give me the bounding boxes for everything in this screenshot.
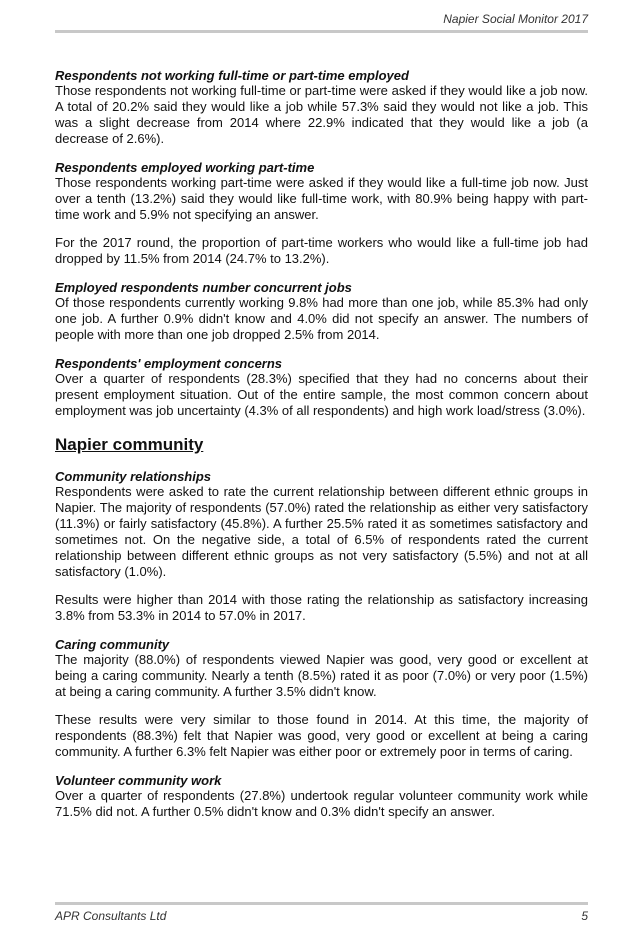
section-not-working — [55, 68, 588, 147]
section-paragraph: For the 2017 round, the proportion of part-time workers who would like a full-time job had dropped by 11.5% from 2014 (24.7% to 13.2%). — [55, 235, 588, 266]
section-community-relationships — [55, 469, 588, 624]
section-paragraph: The majority (88.0%) of respondents viewed Napier was good, very good or excellent at being a caring community. Nearly a tenth (8.5%) rated it as poor (7.0%) or very poor (1.5%) at being a caring community. A further 3.5% didn't know. — [55, 652, 588, 699]
section-concurrent-jobs — [55, 280, 588, 343]
section-paragraph: Over a quarter of respondents (27.8%) undertook regular volunteer community work while 71.5% did not. A further 0.5% didn't know and 0.3% didn't specify an answer. — [55, 788, 588, 819]
running-header — [55, 12, 588, 33]
section-paragraph: Respondents were asked to rate the current relationship between different ethnic groups in Napier. The majority of respondents (57.0%) rated the relationship as either very satisfactory (11.3%) or fairly satisfactory (45.8%). A further 25.5% rated it as sometimes satisfactory and sometimes not. On the negative side, a total of 6.5% of respondents rated the current relationship between different ethnic groups as not very satisfactory (5.5%) and not at all satisfactory (1.0%). — [55, 484, 588, 579]
running-header-title: Napier Social Monitor 2017 — [443, 12, 588, 26]
section-heading: Caring community — [55, 637, 170, 652]
section-paragraph: These results were very similar to those found in 2014. At this time, the majority of respondents (88.3%) felt that Napier was good, very good or excellent at being a caring community. A further 6.3% felt Napier was either poor or extremely poor in terms of caring. — [55, 712, 588, 759]
section-caring-community — [55, 637, 588, 760]
section-paragraph: Those respondents working part-time were asked if they would like a full-time job now. Just over a tenth (13.2%) said they would like full-time work, with 80.9% being happy with part-time work and 5.9% not specifying an answer. — [55, 175, 588, 222]
section-heading: Respondents not working full-time or part-time employed — [55, 68, 409, 83]
footer-company: APR Consultants Ltd — [55, 909, 167, 923]
section-part-time — [55, 160, 588, 267]
page-footer — [55, 902, 588, 923]
section-heading: Volunteer community work — [55, 773, 222, 788]
section-heading: Employed respondents number concurrent jobs — [55, 280, 352, 295]
section-paragraph: Results were higher than 2014 with those rating the relationship as satisfactory increasing 3.8% from 53.3% in 2014 to 57.0% in 2017. — [55, 592, 588, 623]
section-volunteer-work — [55, 773, 588, 820]
page-number: 5 — [581, 909, 588, 923]
chapter-title: Napier community — [55, 435, 204, 454]
section-heading: Respondents' employment concerns — [55, 356, 283, 371]
section-paragraph: Of those respondents currently working 9.8% had more than one job, while 85.3% had only one job. A further 0.9% didn't know and 4.0% did not specify an answer. The numbers of people with more than one job dropped 2.5% from 2014. — [55, 295, 588, 342]
page-content — [55, 68, 588, 833]
section-heading: Community relationships — [55, 469, 212, 484]
section-employment-concerns — [55, 356, 588, 419]
section-heading: Respondents employed working part-time — [55, 160, 315, 175]
section-paragraph: Over a quarter of respondents (28.3%) specified that they had no concerns about their present employment situation. Out of the entire sample, the most common concern about employment was job uncertainty (4.3% of all respondents) and high work load/stress (3.0%). — [55, 371, 588, 418]
section-paragraph: Those respondents not working full-time or part-time were asked if they would like a job now. A total of 20.2% said they would like a job while 57.3% said they would not like a job. This was a slight decrease from 2014 where 22.9% indicated that they would like a job (a decrease of 2.6%). — [55, 83, 588, 146]
